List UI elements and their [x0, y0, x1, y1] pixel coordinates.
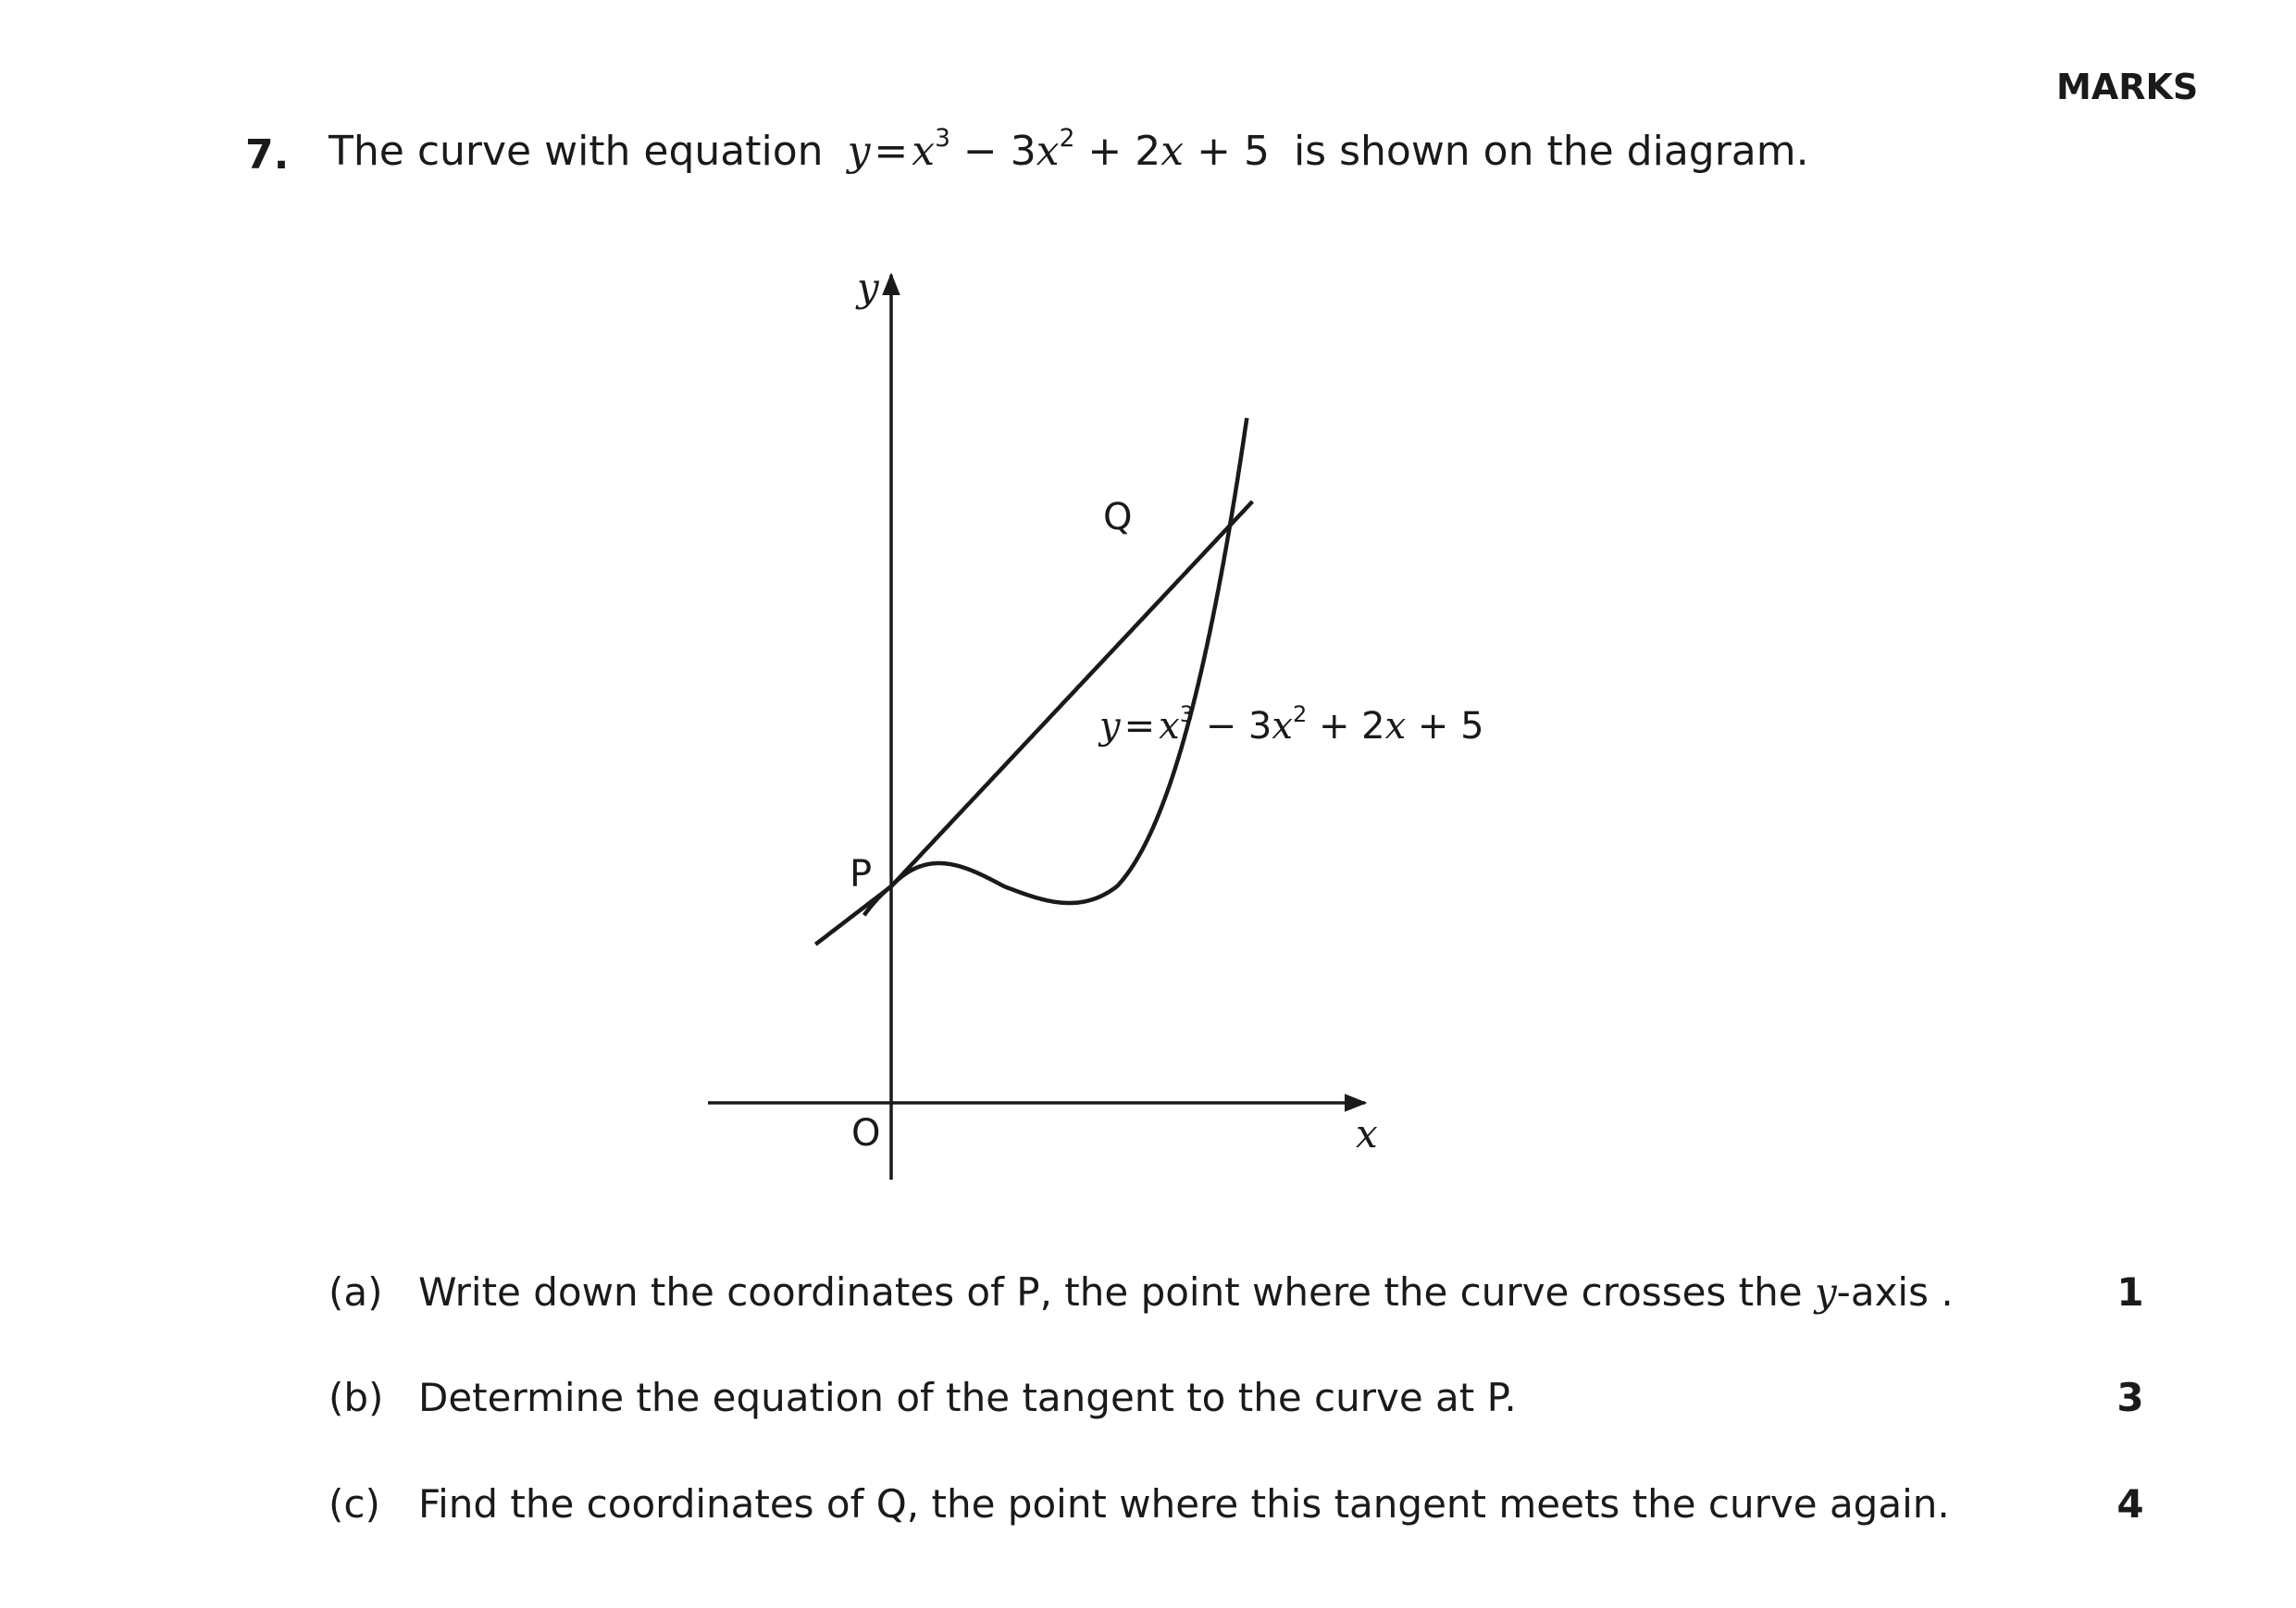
eq-equals: =: [874, 128, 909, 175]
intro-before: The curve with equation: [329, 128, 824, 175]
part-a-label: (a): [329, 1269, 383, 1315]
part-c-text: Find the coordinates of Q, the point where this tangent meets the curve again.: [418, 1481, 1950, 1527]
eq-plus-5: + 5: [1197, 128, 1270, 175]
eq-x: x: [1160, 128, 1185, 175]
part-a: [329, 1269, 1954, 1315]
x-axis-label: x: [1356, 1111, 1378, 1157]
origin-label: O: [851, 1112, 881, 1155]
marks-header: MARKS: [2056, 67, 2199, 107]
part-c-marks: 4: [2116, 1481, 2144, 1527]
eq-x-cubed: x: [912, 128, 936, 175]
part-c: [329, 1481, 1950, 1527]
part-a-marks: 1: [2116, 1269, 2144, 1315]
part-a-text-after: -axis .: [1836, 1269, 1954, 1315]
curve-label-y: y: [1099, 705, 1121, 748]
curve-label-plus-2: + 2: [1318, 705, 1385, 748]
question-number: 7.: [245, 131, 290, 179]
part-b: [329, 1375, 1517, 1420]
eq-y: y: [847, 128, 871, 175]
y-axis-label: y: [857, 265, 879, 310]
part-c-label: (c): [329, 1481, 380, 1527]
eq-plus-2: + 2: [1087, 128, 1161, 175]
curve-label-x-squared: x: [1272, 705, 1293, 748]
part-a-text: Write down the coordinates of P, the point where the curve crosses the: [418, 1269, 1803, 1315]
curve-label-equals: =: [1123, 705, 1156, 748]
eq-power-3: 3: [935, 124, 950, 154]
part-a-var: y: [1814, 1269, 1837, 1315]
curve-label-power-2: 2: [1292, 701, 1308, 727]
point-p-label: P: [850, 853, 873, 896]
part-b-text: Determine the equation of the tangent to the curve at P.: [418, 1375, 1517, 1420]
eq-minus-3: − 3: [962, 128, 1036, 175]
curve-label-x: x: [1384, 705, 1407, 748]
curve-label-x-cubed: x: [1159, 705, 1180, 748]
cubic-curve: [864, 418, 1247, 915]
eq-x-squared: x: [1036, 128, 1060, 175]
curve-equation-label: [1099, 701, 1484, 748]
point-q-label: Q: [1103, 496, 1133, 538]
intro-after: is shown on the diagram.: [1293, 128, 1809, 175]
curve-label-plus-5: + 5: [1417, 705, 1484, 748]
part-b-marks: 3: [2116, 1375, 2144, 1420]
part-b-label: (b): [329, 1375, 384, 1420]
curve-label-power-3: 3: [1179, 701, 1194, 727]
curve-label-minus-3: − 3: [1205, 705, 1272, 748]
eq-power-2: 2: [1059, 124, 1075, 154]
